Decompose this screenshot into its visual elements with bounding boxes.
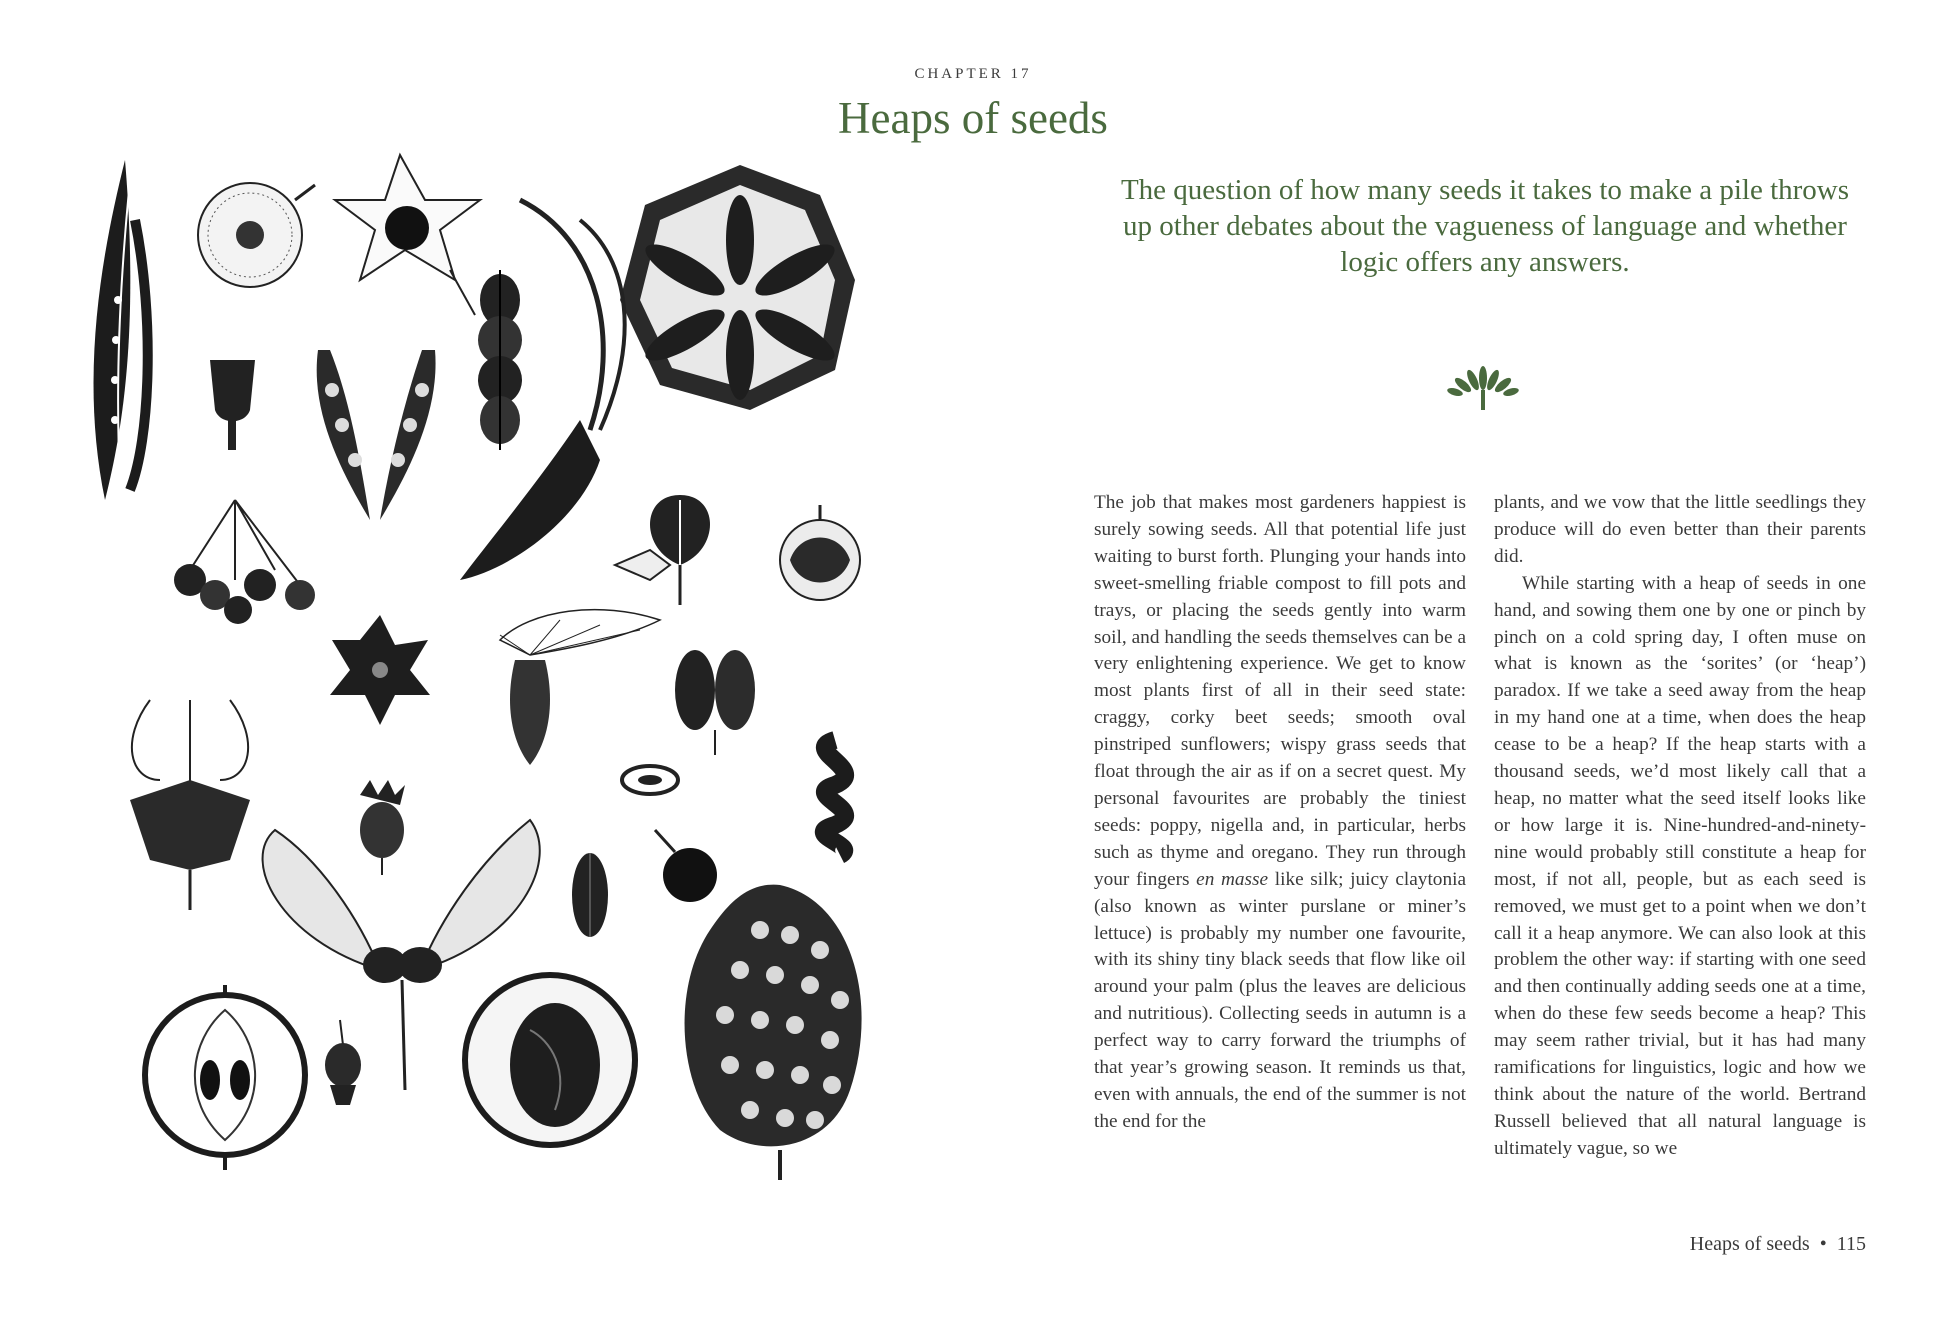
bristly-seed-spike-icon [478,270,522,450]
body-text-column-2 [1494,490,1866,1163]
round-seed-disc-icon [198,183,315,287]
body-text-column-1 [1094,490,1466,1136]
footer-bullet: • [1819,1233,1827,1255]
oval-seed-icon [572,853,608,937]
peach-cross-section-icon [465,975,635,1145]
crowned-seed-icon [360,780,405,875]
star-anise-icon [330,615,430,725]
body-paragraph: While starting with a heap of seeds in one hand, and sowing them one by one or pinch by pinch on a cold spring day, I often muse on what is known as the ‘sorites’ (or ‘heap’) paradox. If we take a seed away from the heap in my hand one at a time, when does the heap cease to be a heap? If the heap starts with a thousand seeds, we’d most likely call that a heap, no matter what the seed itself looks like or how large it is. Nine-hundred-and-ninety-nine would probably still constitute a heap for most, if not all, people, but as each seed is removed, we must get to a point when we don’t call it a heap anymore. We can also look at this problem the other way: if starting with one seed and then continually adding seeds one at a time, when do these few seeds become a heap? This may seem rather trivial, but it has had many ramifications for linguistics, logic and how we think about the nature of the world. Bertrand Russell believed that all natural language is ultimately vague, so we [1494,572,1866,1159]
chapter-title: Heaps of seeds [838,93,1108,143]
open-pea-pods-icon [317,350,436,520]
apple-cross-section-icon [145,985,305,1170]
feathery-seed-icon [500,610,660,765]
chapter-label: CHAPTER 17 [914,66,1032,82]
knobbly-cone-icon [685,885,862,1180]
chapter-standfirst: The question of how many seeds it takes to make a pile throws up other debates about the vagueness of language and whether logic offers any answers. [1120,174,1850,278]
paragraph-text-continued: like silk; juicy claytonia (also known as winter purslane or miner’s lettuce) is probably my number one favourite, with its shiny tiny black seeds that flow like oil around your palm (plus the leaves are delicious and nutritious). Collecting seeds in autumn is a perfect way to carry forward the triumphs of that year’s growing season. It reminds us that, even with annuals, the end of the summer is not the end for the [1094,868,1466,1132]
berry-cluster-icon [174,500,315,624]
pomegranate-cross-section-icon [620,165,855,410]
rosehip-icon [325,1020,361,1105]
husk-fruit-icon [780,505,860,600]
poppy-capsule-icon [210,360,255,450]
bean-pod-icon [94,160,148,500]
italic-phrase: en masse [1196,868,1269,890]
twisted-seed-icon [824,740,845,855]
lily-flower-icon [130,700,250,910]
small-flat-seed-icon [615,550,670,580]
physalis-flower-icon [335,155,480,315]
paragraph-text: The job that makes most gardeners happiest is surely sowing seeds. All that potential life just waiting to burst forth. Plunging your hands into sweet-smelling friable compost to fill pots and trays, or placing the seeds gently into warm soil, and handling the seeds themselves can be a very enlightening experience. We get to know most plants first of all in their seed state: craggy, corky beet seeds; smooth oval pinstriped sunflowers; wispy grass seeds that float through the air as if on a secret quest. My personal favourites are probably the tiniest seeds: poppy, nigella and, in particular, herbs such as thyme and oregano. They run through your fingers [1094,492,1466,890]
fleuron-fan-icon [1447,364,1519,412]
seed-illustration-plate [60,140,940,1200]
body-paragraph [1094,490,1466,1136]
cherry-icon [655,830,717,902]
winged-seed-icon [650,495,710,605]
ring-seed-icon [622,766,678,794]
running-title: Heaps of seeds [1689,1233,1810,1255]
page-number: 115 [1836,1233,1866,1255]
body-paragraph: plants, and we vow that the little seedlings they produce will do even better than their parents did. [1494,492,1866,567]
page-footer [1690,1233,1866,1256]
split-seed-icon [675,650,755,755]
